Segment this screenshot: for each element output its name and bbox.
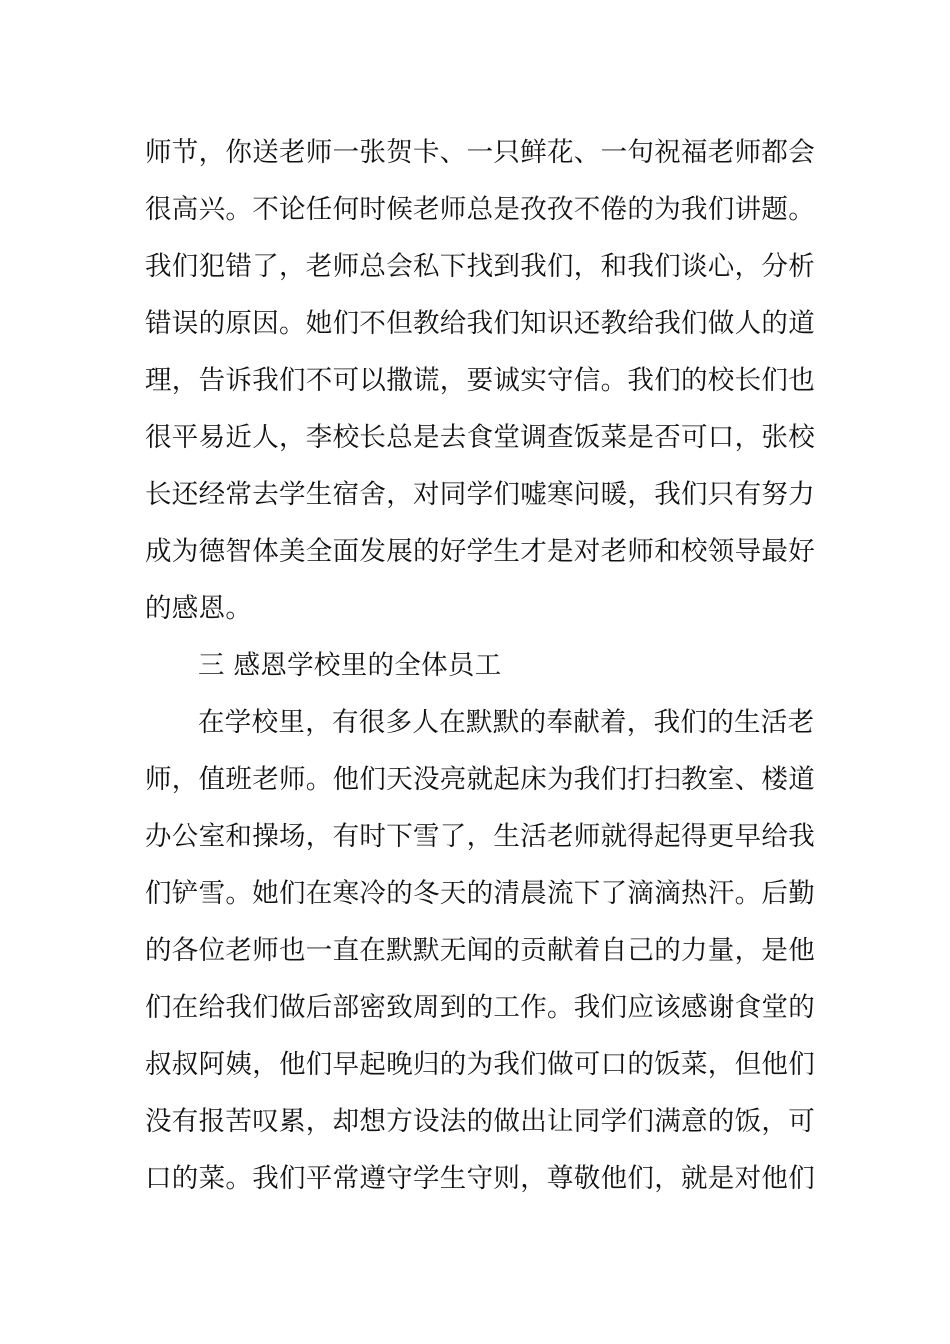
text-line: 很高兴。不论任何时候老师总是孜孜不倦的为我们讲题。 <box>145 194 815 225</box>
text-line: 的感恩。 <box>145 593 253 624</box>
text-line: 的各位老师也一直在默默无闻的贡献着自己的力量，是他 <box>145 935 815 966</box>
text-line: 口的菜。我们平常遵守学生守则，尊敬他们，就是对他们 <box>145 1163 815 1194</box>
section-heading: 三 感恩学校里的全体员工 <box>198 650 502 681</box>
text-line: 师节，你送老师一张贺卡、一只鲜花、一句祝福老师都会 <box>145 137 815 168</box>
text-line: 我们犯错了，老师总会私下找到我们，和我们谈心，分析 <box>145 251 815 282</box>
text-line: 叔叔阿姨，他们早起晚归的为我们做可口的饭菜，但他们 <box>145 1049 815 1080</box>
text-line: 成为德智体美全面发展的好学生才是对老师和校领导最好 <box>145 536 815 567</box>
text-line: 理，告诉我们不可以撒谎，要诚实守信。我们的校长们也 <box>145 365 815 396</box>
text-line: 很平易近人，李校长总是去食堂调查饭菜是否可口，张校 <box>145 422 815 453</box>
text-line: 办公室和操场，有时下雪了，生活老师就得起得更早给我 <box>145 821 815 852</box>
text-line: 错误的原因。她们不但教给我们知识还教给我们做人的道 <box>145 308 815 339</box>
text-line: 师，值班老师。他们天没亮就起床为我们打扫教室、楼道 <box>145 764 815 795</box>
text-line: 长还经常去学生宿舍，对同学们嘘寒问暖，我们只有努力 <box>145 479 815 510</box>
text-line: 们在给我们做后部密致周到的工作。我们应该感谢食堂的 <box>145 992 815 1023</box>
text-line: 们铲雪。她们在寒冷的冬天的清晨流下了滴滴热汗。后勤 <box>145 878 815 909</box>
text-line: 没有报苦叹累，却想方设法的做出让同学们满意的饭，可 <box>145 1106 815 1137</box>
paragraph-first-line: 在学校里，有很多人在默默的奉献着，我们的生活老 <box>198 707 815 738</box>
